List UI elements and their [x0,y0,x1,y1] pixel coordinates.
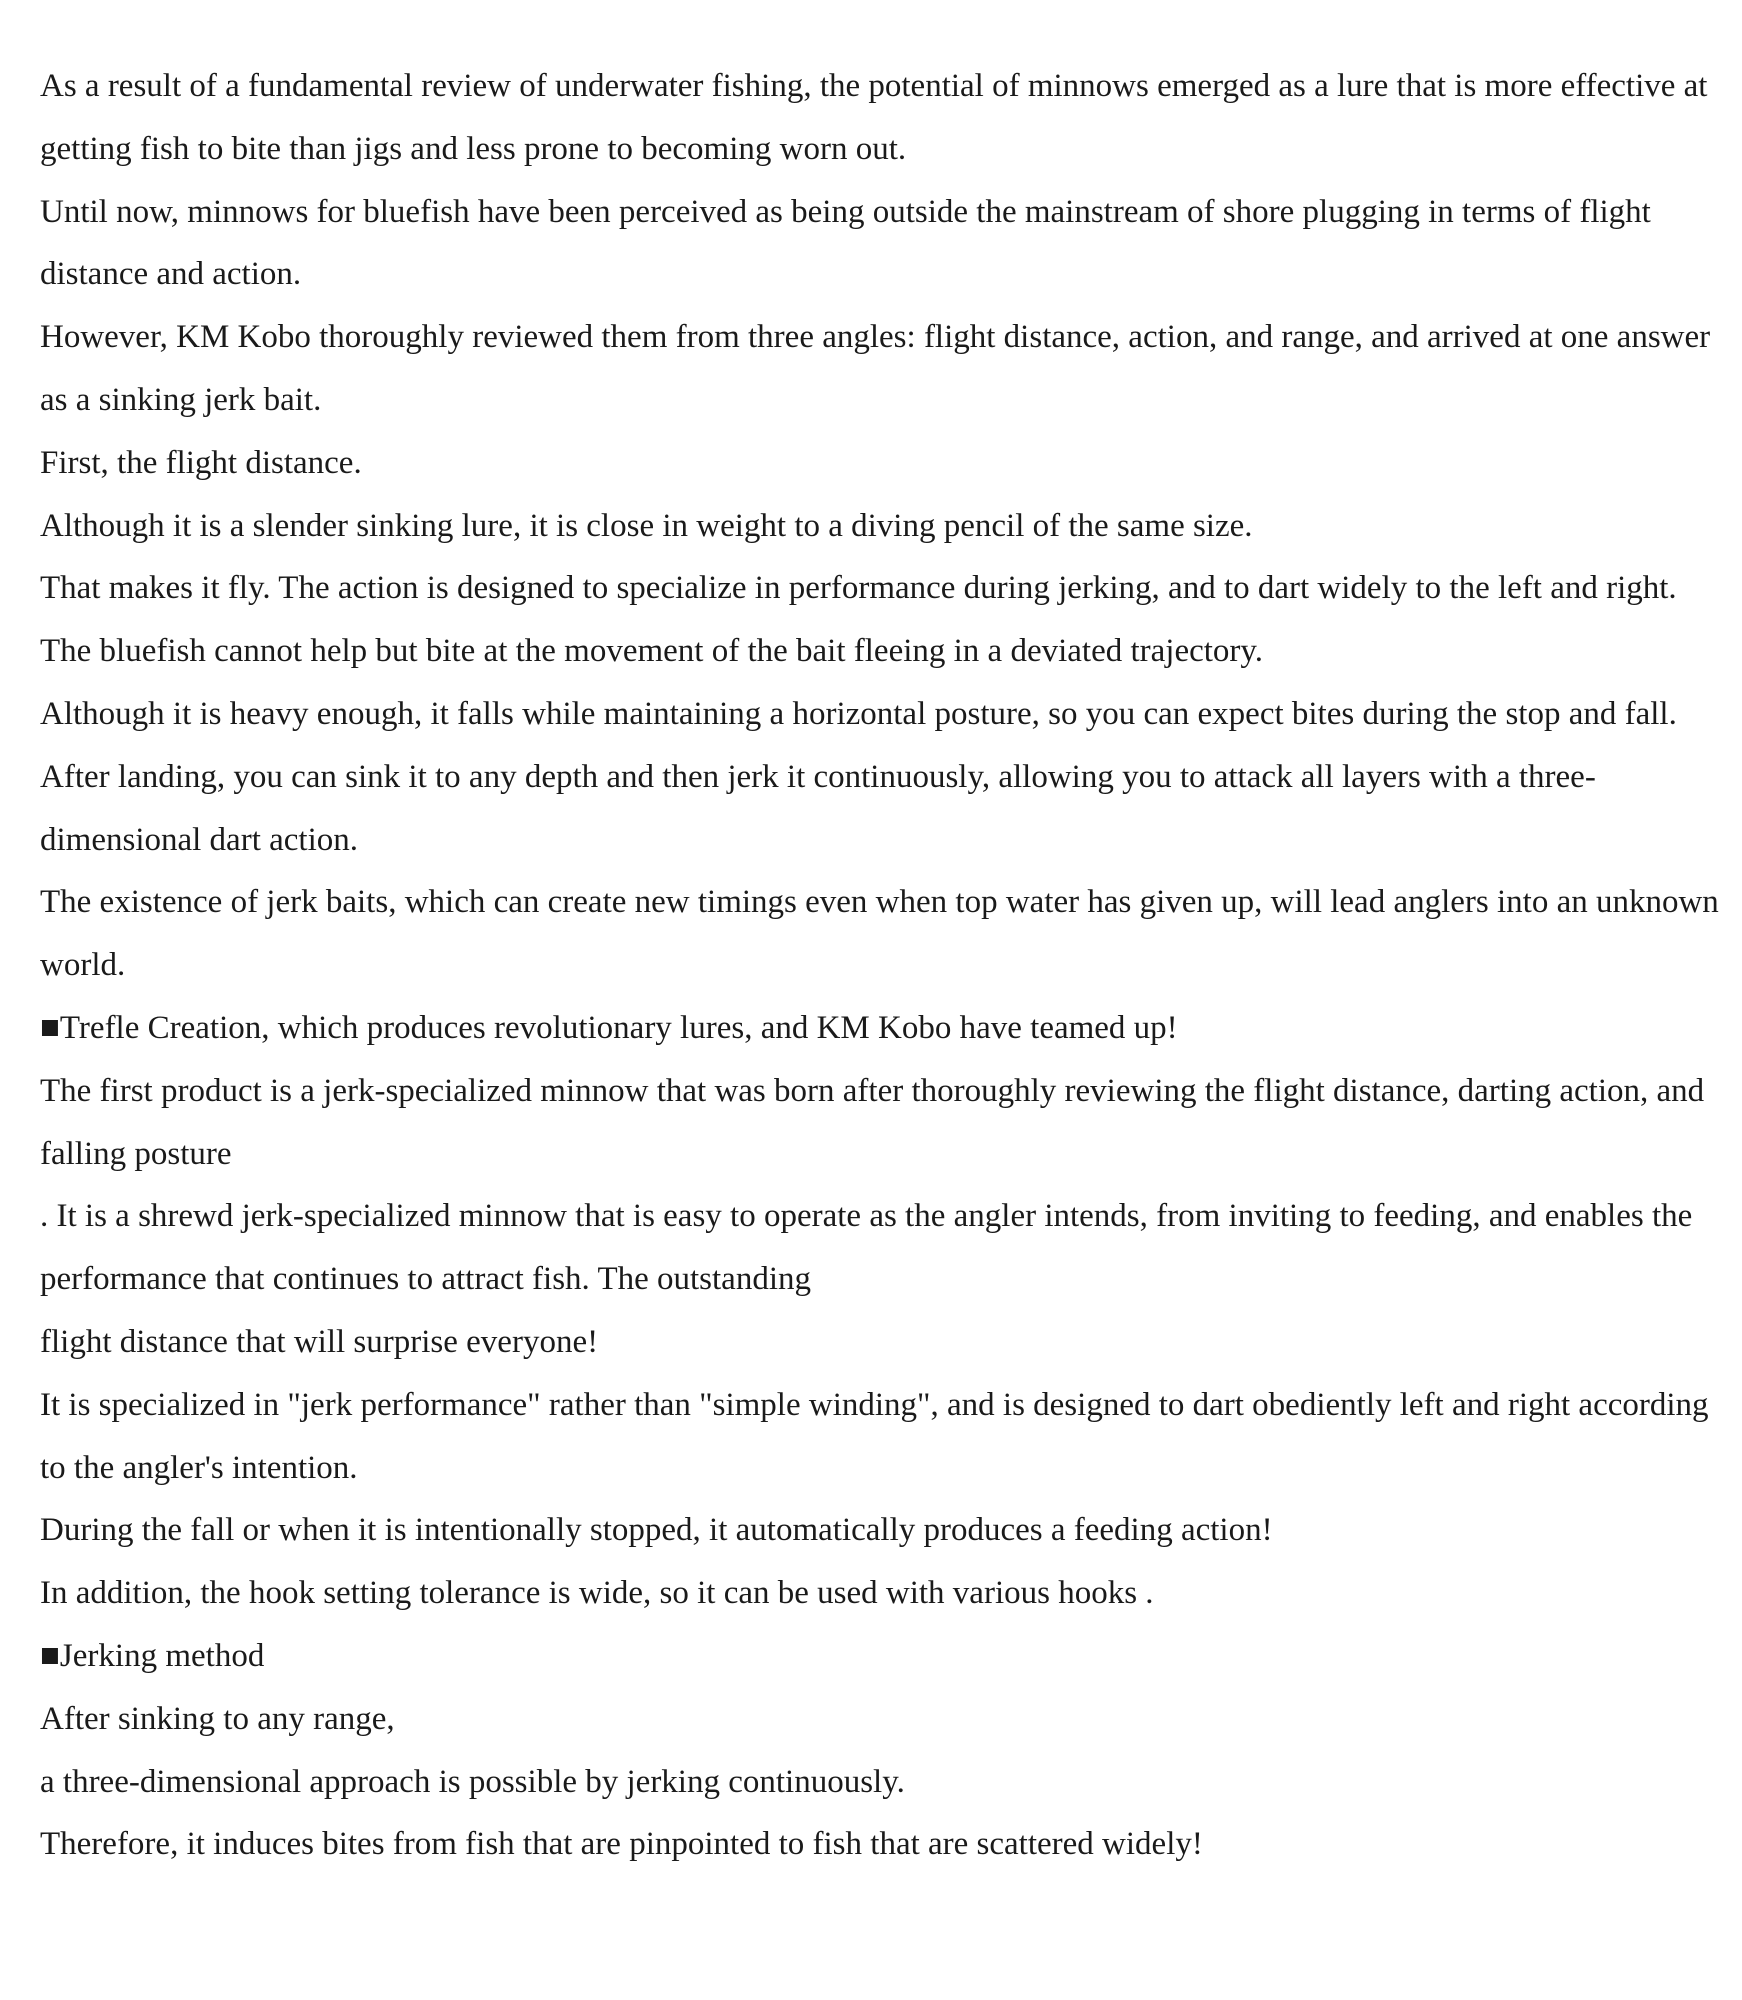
paragraph-slender-sinking: Although it is a slender sinking lure, it is close in weight to a diving pencil of the same size. [40,507,1253,544]
paragraph-hook-tolerance: In addition, the hook setting tolerance is wide, so it can be used with various hooks . [40,1575,1154,1612]
paragraph-induces-bites: Therefore, it induces bites from fish that are pinpointed to fish that are scattered widely! [40,1826,1203,1863]
heading-trefle-creation: ■Trefle Creation, which produces revolutionary lures, and KM Kobo have teamed up! [40,1009,1178,1046]
paragraph-intro: As a result of a fundamental review of underwater fishing, the potential of minnows emerged as a lure that is more effective at getting fish to bite than jigs and less prone to becoming worn out. [40,68,1708,167]
paragraph-km-kobo-review: However, KM Kobo thoroughly reviewed them from three angles: flight distance, action, and range, and arrived at one answer as a sinking jerk bait. [40,319,1711,418]
document-body [40,55,1720,1876]
paragraph-flight-distance: First, the flight distance. [40,444,362,481]
paragraph-three-dimensional: a three-dimensional approach is possible by jerking continuously. [40,1763,905,1800]
paragraph-action-design: That makes it fly. The action is designed to specialize in performance during jerking, and to dart widely to the left and right. [40,570,1677,607]
paragraph-horizontal-fall: Although it is heavy enough, it falls while maintaining a horizontal posture, so you can expect bites during the stop and fall. [40,695,1677,732]
paragraph-after-landing: After landing, you can sink it to any depth and then jerk it continuously, allowing you to attack all layers with a three-dimensional dart action. [40,758,1596,858]
paragraph-feeding-action: During the fall or when it is intentionally stopped, it automatically produces a feeding action! [40,1512,1273,1549]
paragraph-shrewd-minnow: . It is a shrewd jerk-specialized minnow that is easy to operate as the angler intends, from inviting to feeding, and enables the performance that continues to attract fish. The outstanding [40,1198,1693,1298]
paragraph-sinking-range: After sinking to any range, [40,1700,395,1737]
paragraph-until-now: Until now, minnows for bluefish have been perceived as being outside the mainstream of shore plugging in terms of flight distance and action. [40,193,1651,293]
paragraph-outstanding-distance: flight distance that will surprise everyone! [40,1323,599,1360]
paragraph-jerk-performance: It is specialized in "jerk performance" rather than "simple winding", and is designed to dart obediently left and right according to the angler's intention. [40,1386,1709,1486]
heading-jerking-method: ■Jerking method [40,1637,265,1674]
paragraph-unknown-world: The existence of jerk baits, which can create new timings even when top water has given up, will lead anglers into an unknown world. [40,884,1719,984]
paragraph-first-product: The first product is a jerk-specialized minnow that was born after thoroughly reviewing the flight distance, darting action, and falling posture [40,1072,1705,1172]
paragraph-bluefish-bite: The bluefish cannot help but bite at the movement of the bait fleeing in a deviated trajectory. [40,633,1264,670]
